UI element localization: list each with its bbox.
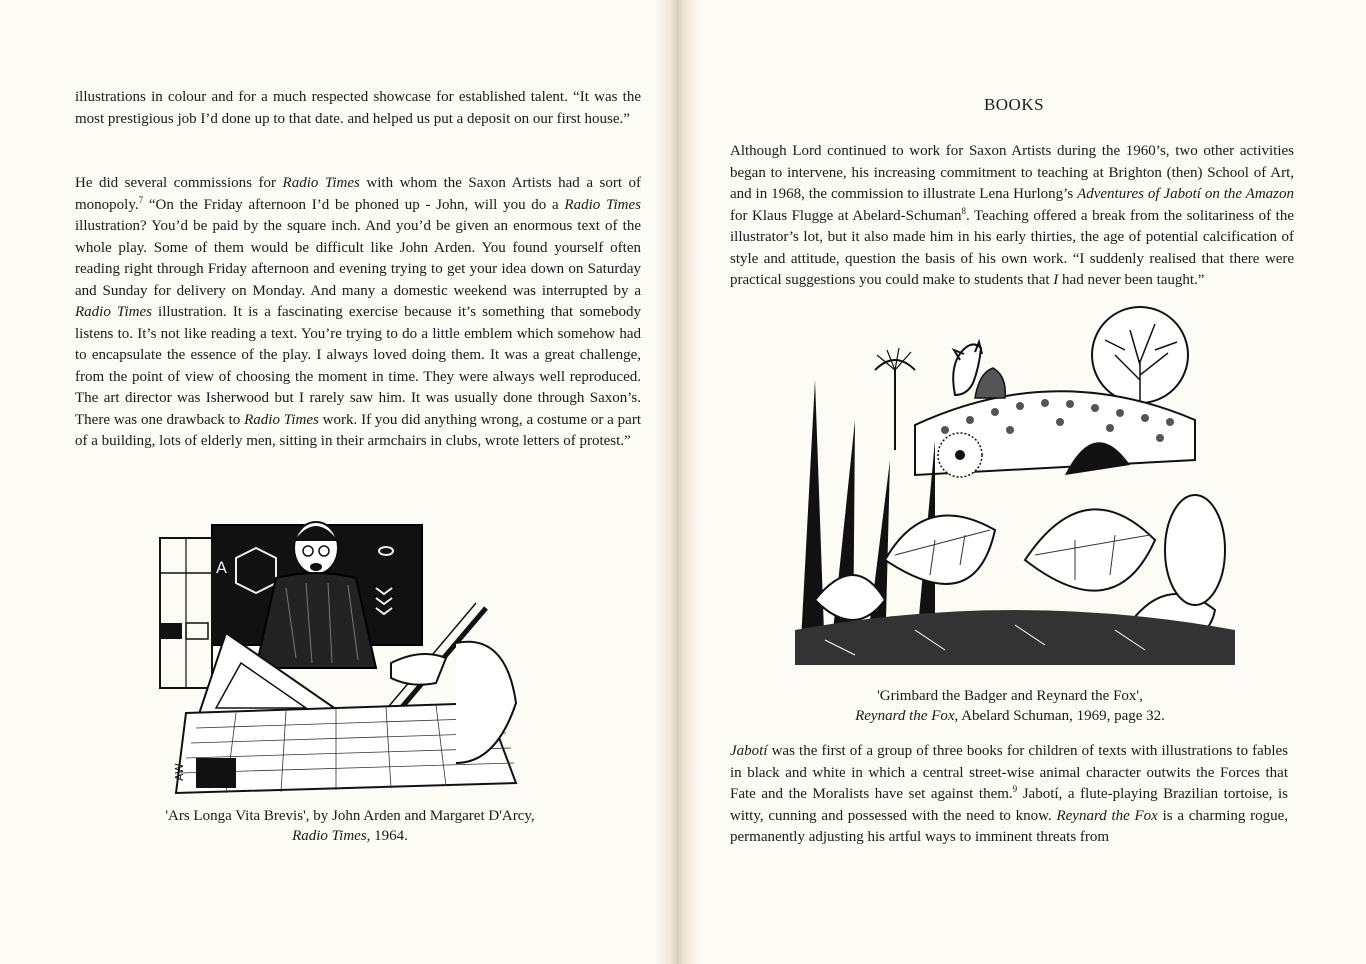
text-run: had never been taught.” (1058, 272, 1205, 288)
caption-line (760, 706, 1260, 726)
italic-title: Radio Times (75, 304, 152, 320)
left-caption (120, 806, 580, 846)
text-run: Although Lord continued to work for Saxon Artists during the 1960’s, two other activities began to intervene, his increasing commitment to teaching at Brighton (then) School of Art, and in 1968, the commission to illustrate Lena Hurlong’s (730, 143, 1294, 202)
italic-text: I (1053, 272, 1059, 288)
text-run: 1964. (370, 828, 408, 844)
right-paragraph-2 (730, 741, 1288, 849)
svg-text:A: A (216, 558, 227, 577)
right-caption (760, 686, 1260, 726)
text-run: with whom the Saxon Artists had a sort of monopoly. (75, 175, 641, 213)
italic-title: Radio Times (244, 411, 319, 428)
caption-line: 'Ars Longa Vita Brevis', by John Arden and Margaret D'Arcy, (165, 808, 535, 824)
text-run: . Teaching offered a break from the solitariness of the illustrator’s lot, but it also made him in his early thirties, the age of potential calcification of style and attitude, question the basis of his own work. “I suddenly realised that there were practical suggestions you could make to students that (730, 207, 1295, 288)
illustration-ars-longa (156, 513, 546, 798)
svg-text:AW: AW (173, 763, 186, 781)
footnote-marker: 9 (1012, 784, 1018, 794)
text-run: work. If you did anything wrong, a costume or a part of a building, lots of elderly men, sitting in their armchairs in clubs, wrote letters of protest.” (75, 411, 641, 449)
section-heading: BOOKS (983, 95, 1045, 114)
text-run: Abelard Schuman, 1969, page 32. (958, 708, 1165, 724)
text-run: illustration? You’d be paid by the square inch. And you’d be given an enormous text of the whole play. Some of them would be difficult like John Arden. You found yourself often reading right through Friday afternoon and evening trying to get your idea down on Saturday and Sunday for delivery on Monday. And many a domestic weekend was interrupted by a (75, 218, 641, 299)
illustration-reynard-the-fox (795, 300, 1235, 665)
footnote-marker: 7 (138, 194, 144, 205)
text-run: is a charming rogue, permanently adjusting his artful ways to imminent threats from (730, 807, 1289, 845)
left-paragraph-1: illustrations in colour and for a much respected showcase for established talent. “It was the most prestigious job I’d done up to that date. and helped us put a deposit on our first house.” (75, 89, 641, 127)
caption-line (120, 826, 580, 846)
text-run: illustration. It is a fascinating exercise because it’s something that somebody listens to. It’s not like reading a text. You’re trying to do a little emblem which somehow had to encapsulate the essence of the play. I always loved doing them. It was a great challenge, from the point of view of choosing the moment in time. They were always well reproduced. The art director was Isherwood but I rarely saw him. It was usually done through Saxon’s. There was one drawback to (75, 304, 641, 428)
italic-title: Reynard the Fox (1056, 807, 1158, 824)
italic-title: Radio Times (564, 196, 641, 213)
right-paragraph-1 (730, 141, 1294, 292)
text-run: was the first of a group of three books for children of texts with illustrations to fables in black and white in which a central street-wise animal character outwits the Forces that Fate and the Moralists have set against them. (730, 743, 1288, 802)
left-paragraph-2 (75, 173, 641, 453)
book-gutter (655, 0, 700, 964)
italic-title: Adventures of Jabotí on the Amazon (1077, 186, 1294, 202)
text-run: Jabotí, a flute-playing Brazilian tortoise, is witty, cunning and possessed with the need to know. (730, 786, 1288, 824)
text-run: for Klaus Flugge at Abelard-Schuman (730, 207, 962, 224)
italic-title: Radio Times, (292, 828, 371, 844)
left-page (0, 0, 672, 964)
italic-title: Jabotí (730, 743, 768, 759)
italic-title: Reynard the Fox, (855, 708, 959, 724)
text-run: He did several commissions for (75, 175, 283, 191)
italic-title: Radio Times (282, 175, 360, 191)
caption-line: 'Grimbard the Badger and Reynard the Fox', (877, 688, 1143, 704)
text-run: “On the Friday afternoon I’d be phoned up - John, will you do a (143, 196, 565, 213)
footnote-marker: 8 (961, 205, 966, 216)
